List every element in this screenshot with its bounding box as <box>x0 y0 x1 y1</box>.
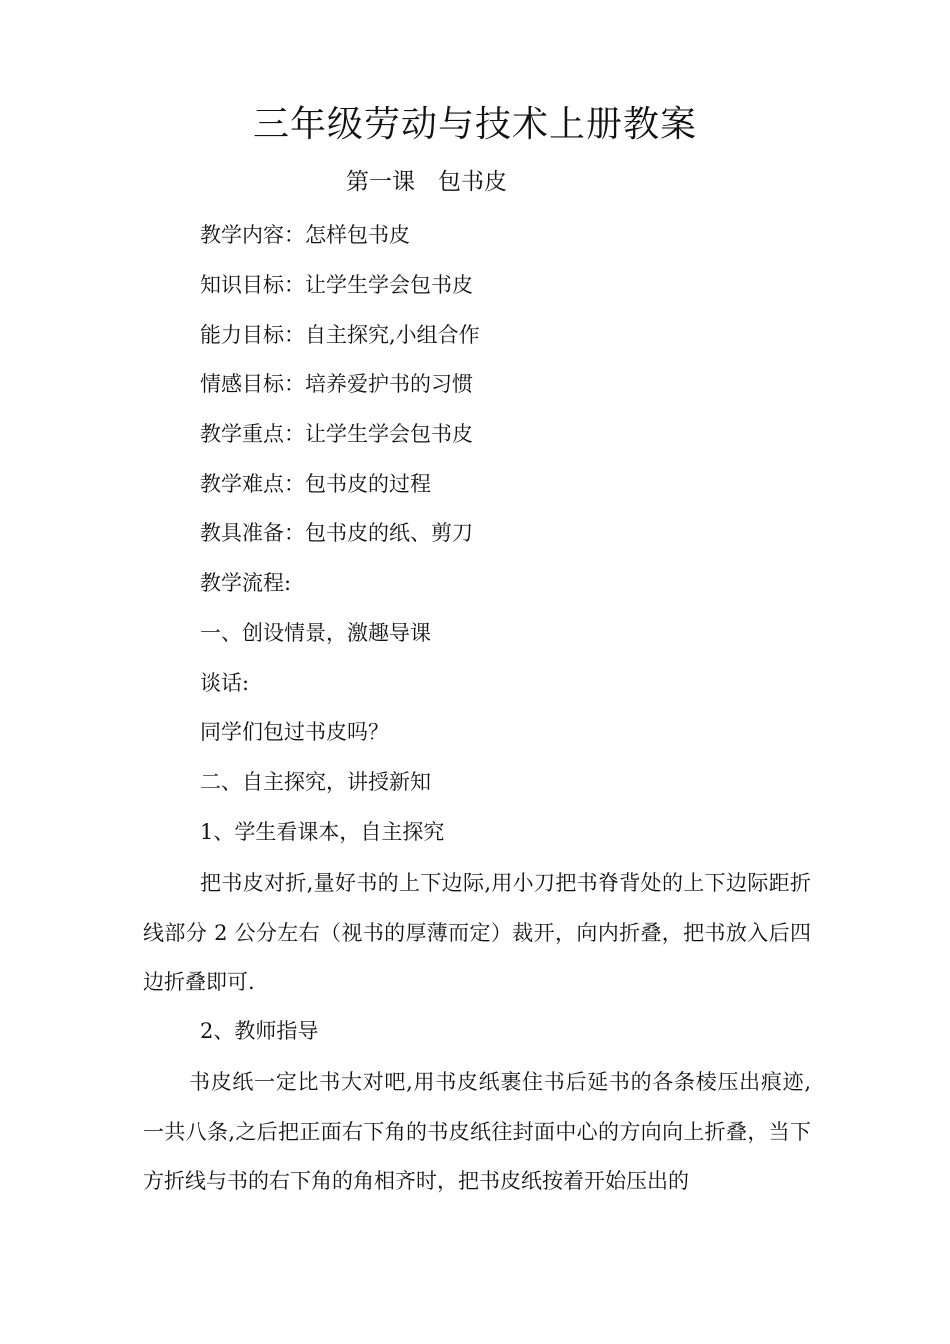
line-difficulty: 教学难点：包书皮的过程 <box>200 472 431 496</box>
line-knowledge-goal: 知识目标：让学生学会包书皮 <box>200 273 473 297</box>
step-2: 2、教师指导 <box>200 1019 319 1043</box>
document-title: 三年级劳动与技术上册教案 <box>252 104 697 145</box>
line-question: 同学们包过书皮吗？ <box>200 720 389 744</box>
line-key-point: 教学重点：让学生学会包书皮 <box>200 422 473 446</box>
line-emotion-goal: 情感目标：培养爱护书的习惯 <box>200 372 473 396</box>
lesson-title: 第一课 包书皮 <box>346 169 507 195</box>
line-teaching-flow: 教学流程: <box>200 571 292 595</box>
step-1: 1、学生看课本，自主探究 <box>200 820 445 844</box>
line-talk: 谈话: <box>200 671 250 695</box>
paragraph-2: 书皮纸一定比书大对吧,用书皮纸裹住书后延书的各条棱压出痕迹,一共八条,之后把正面右下角的书皮纸往封面中心的方向向上折叠，当下方折线与书的右下角的角相齐时，把书皮纸按着开始压出的 <box>143 1070 811 1194</box>
paragraph-1: 把书皮对折,量好书的上下边际,用小刀把书脊背处的上下边际距折线部分 2 公分左右（视书的厚薄而定）裁开，向内折叠，把书放入后四边折叠即可. <box>143 871 811 995</box>
line-ability-goal: 能力目标：自主探究,小组合作 <box>200 323 480 347</box>
line-teaching-content: 教学内容：怎样包书皮 <box>200 223 410 247</box>
line-teaching-aids: 教具准备：包书皮的纸、剪刀 <box>200 521 473 545</box>
section-heading-2: 二、自主探究，讲授新知 <box>200 770 431 794</box>
section-heading-1: 一、创设情景，激趣导课 <box>200 621 431 645</box>
